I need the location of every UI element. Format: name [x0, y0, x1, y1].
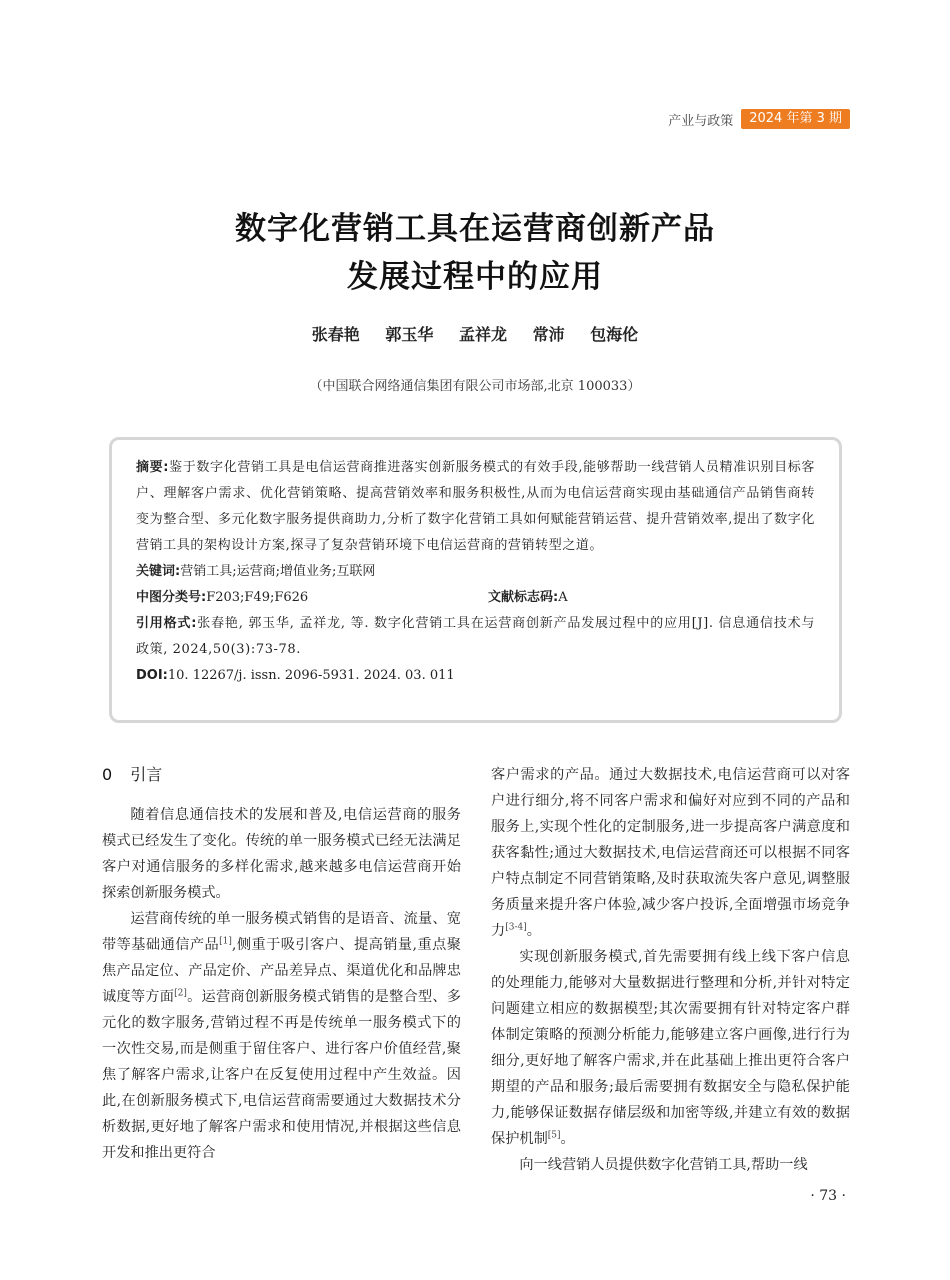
body-paragraph: 向一线营销人员提供数字化营销工具,帮助一线: [519, 1157, 808, 1173]
keywords-value: 营销工具;运营商;增值业务;互联网: [180, 564, 376, 579]
body-paragraph: [491, 762, 850, 944]
paragraph-text: 实现创新服务模式,首先需要拥有线上线下客户信息的处理能力,能够对大量数据进行整理和分析,并针对特定问题建立相应的数据模型;其次需要拥有针对特定客户群体制定策略的预测分析能力,能够建立客户画像,进行行为细分,更好地了解客户需求,并在此基础上推出更符合客户期望的产品和服务;最后需要拥有数据安全与隐私保护能力,能够保证数据存储层级和加密等级,并建立有效的数据保护机制: [491, 949, 850, 1147]
abstract-label: 摘要:: [136, 460, 170, 475]
right-column: [491, 762, 850, 1173]
author-name: 孟祥龙: [458, 325, 507, 344]
body-paragraph: [102, 906, 461, 1166]
title-line-1: 数字化营销工具在运营商创新产品: [235, 211, 715, 247]
page-number: · 73 ·: [810, 1188, 846, 1204]
abstract-box: [109, 437, 842, 723]
paragraph-text: 。运营商创新服务模式销售的是整合型、多元化的数字服务,营销过程不再是传统单一服务模式下的一次性交易,而是侧重于留住客户、进行客户价值经营,聚焦了解客户需求,让客户在反复使用过程中产生效益。因此,在创新服务模式下,电信运营商需要通过大数据技术分析数据,更好地了解客户需求和使用情况,并根据这些信息开发和推出更符合: [102, 989, 461, 1161]
citation-ref: [1]: [219, 936, 232, 947]
citation-row: [136, 611, 815, 663]
affiliation: （中国联合网络通信集团有限公司市场部,北京 100033）: [309, 379, 641, 394]
author-name: 包海伦: [590, 325, 639, 344]
body-paragraph: [491, 944, 850, 1152]
paragraph-text: 运营商传统的单一服务模式销售的是语音、流量、宽带等基础通信产品: [102, 911, 461, 953]
doc-code-value: A: [558, 590, 568, 605]
title-line-2: 发展过程中的应用: [347, 259, 603, 295]
doi-row: [136, 663, 815, 689]
citation-ref: [3-4]: [505, 922, 527, 933]
clc-cell: [136, 585, 488, 611]
citation-ref: [2]: [174, 988, 187, 999]
running-header: [668, 109, 850, 129]
section-title: 引言: [130, 765, 163, 784]
doc-code-cell: [488, 585, 568, 611]
paragraph-text: ,侧重于吸引客户、提高销量,重点聚焦产品定位、产品定价、产品差异点、渠道优化和品牌忠诚度等方面: [102, 937, 461, 1005]
issue-badge: 2024 年第 3 期: [741, 109, 850, 129]
clc-label: 中图分类号:: [136, 590, 207, 605]
section-number: 0: [102, 765, 113, 784]
left-column: [102, 762, 461, 1162]
keywords-label: 关键词:: [136, 564, 181, 579]
clc-value: F203;F49;F626: [206, 590, 309, 605]
author-name: 张春艳: [311, 325, 360, 344]
citation-ref: [5]: [547, 1130, 561, 1141]
doi-label: DOI:: [136, 668, 168, 683]
author-name: 郭玉华: [385, 325, 434, 344]
article-title: [0, 205, 950, 301]
author-list: [0, 322, 950, 345]
doc-code-label: 文献标志码:: [488, 590, 559, 605]
doi-value: 10. 12267/j. issn. 2096-5931. 2024. 03. 011: [167, 668, 455, 683]
abstract-paragraph: [136, 455, 815, 559]
abstract-text: 鉴于数字化营销工具是电信运营商推进落实创新服务模式的有效手段,能够帮助一线营销人员精准识别目标客户、理解客户需求、优化营销策略、提高营销效率和服务积极性,从而为电信运营商实现由基础通信产品销售商转变为整合型、多元化数字服务提供商助力,分析了数字化营销工具如何赋能营销运营、提升营销效率,提出了数字化营销工具的架构设计方案,探寻了复杂营销环境下电信运营商的营销转型之道。: [136, 460, 816, 553]
citation-label: 引用格式:: [136, 616, 198, 631]
classification-row: [136, 585, 815, 611]
author-name: 常沛: [532, 325, 565, 344]
citation-value: 张春艳, 郭玉华, 孟祥龙, 等. 数字化营销工具在运营商创新产品发展过程中的应用[J]. 信息通信技术与政策, 2024,50(3):73-78.: [136, 616, 815, 657]
journal-section: 产业与政策: [668, 113, 734, 129]
paragraph-text: 。: [560, 1131, 575, 1147]
keywords-row: [136, 559, 815, 585]
paragraph-text: 。: [526, 923, 541, 939]
body-columns: [102, 762, 850, 1173]
section-heading: [102, 762, 461, 788]
paragraph-text: 客户需求的产品。通过大数据技术,电信运营商可以对客户进行细分,将不同客户需求和偏好对应到不同的产品和服务上,实现个性化的定制服务,进一步提高客户满意度和获客黏性;通过大数据技术,电信运营商还可以根据不同客户特点制定不同营销策略,及时获取流失客户意见,调整服务质量来提升客户体验,减少客户投诉,全面增强市场竞争力: [491, 767, 850, 939]
body-paragraph: 随着信息通信技术的发展和普及,电信运营商的服务模式已经发生了变化。传统的单一服务模式已经无法满足客户对通信服务的多样化需求,越来越多电信运营商开始探索创新服务模式。: [102, 807, 461, 901]
